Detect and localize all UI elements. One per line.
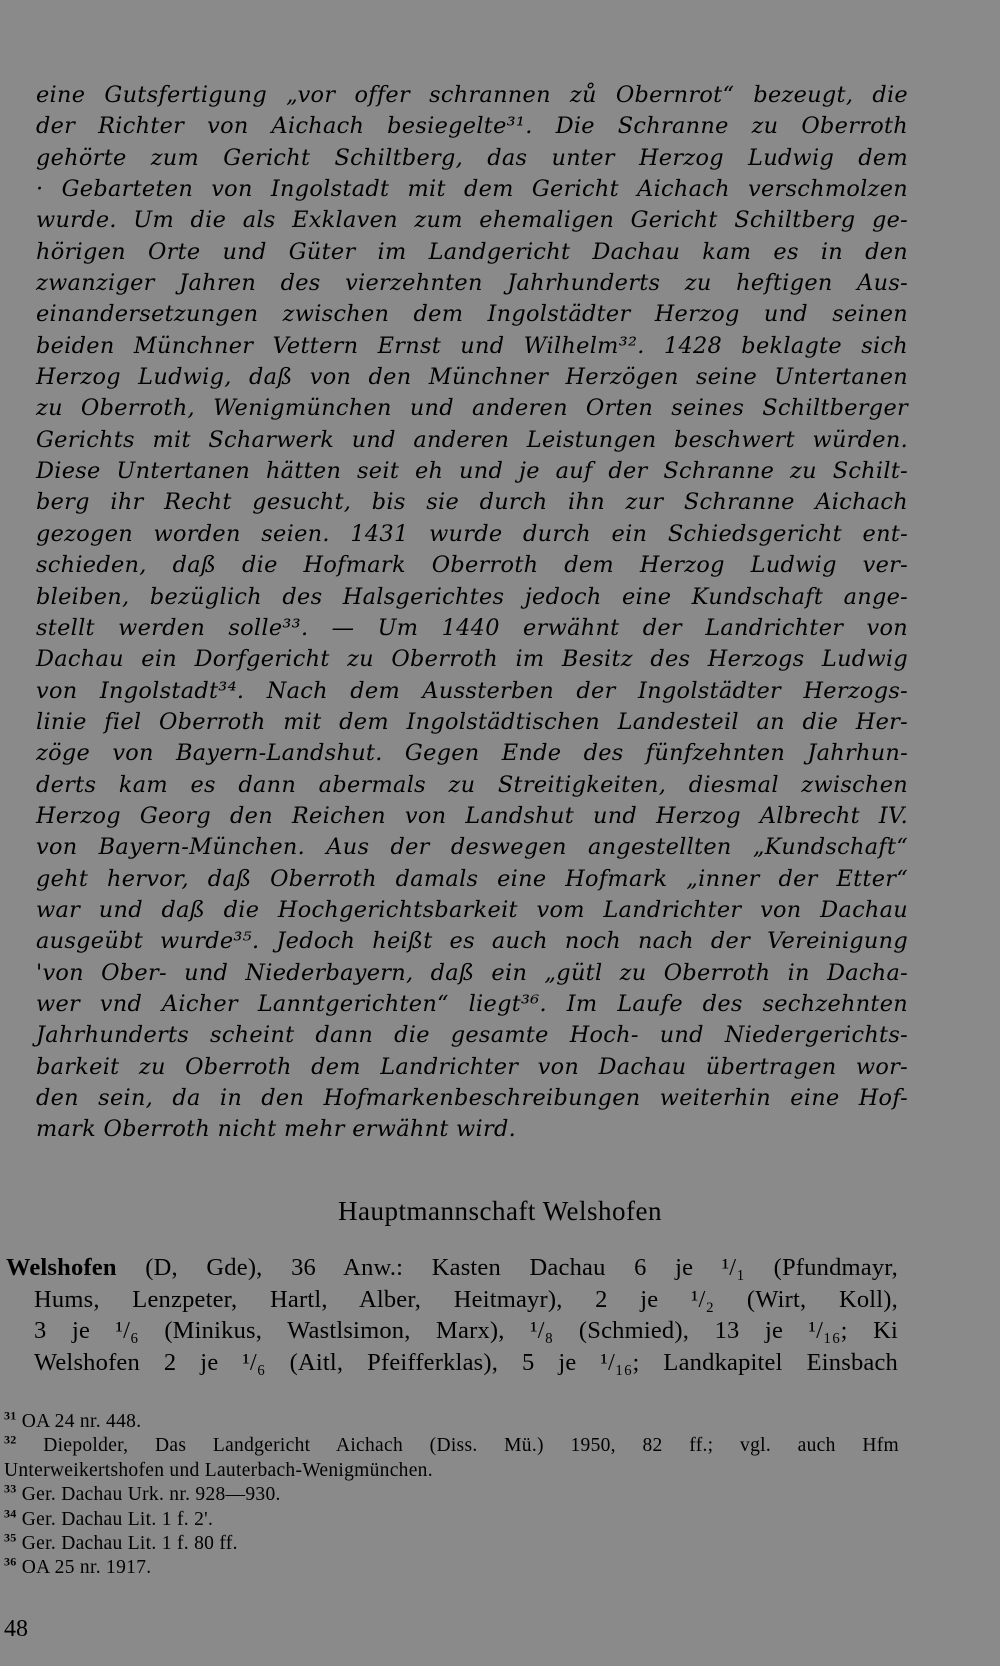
text-line: beiden Münchner Vettern Ernst und Wilhelm³². 1428 beklagte sich [36, 332, 908, 359]
text-line: einandersetzungen zwischen dem Ingolstädter Herzog und seinen [36, 301, 908, 328]
text-line: von Ingolstadt³⁴. Nach dem Aussterben der Ingolstädter Herzogs- [36, 677, 908, 704]
text-line: Dachau ein Dorfgericht zu Oberroth im Besitz des Herzogs Ludwig [36, 646, 908, 673]
footnotes [4, 1410, 899, 1581]
footnote [4, 1410, 899, 1434]
text-line: gehörte zum Gericht Schiltberg, das unter Herzog Ludwig dem [36, 144, 908, 171]
text-line: bleiben, bezüglich des Halsgerichtes jedoch eine Kundschaft ange- [36, 583, 908, 610]
text-line: Gerichts mit Scharwerk und anderen Leistungen beschwert würden. [36, 426, 908, 453]
main-text [36, 80, 908, 1146]
text-line: Herzog Georg den Reichen von Landshut und Herzog Albrecht IV. [36, 802, 908, 829]
text-line: zöge von Bayern-Landshut. Gegen Ende des fünfzehnten Jahrhun- [36, 740, 908, 767]
footnote [4, 1508, 899, 1532]
text-line: stellt werden solle³³. — Um 1440 erwähnt der Landrichter von [36, 614, 908, 641]
text-line: ausgeübt wurde³⁵. Jedoch heißt es auch noch nach der Vereinigung [36, 928, 908, 955]
text-line: den sein, da in den Hofmarkenbeschreibungen weiterhin eine Hof- [36, 1085, 908, 1111]
text-line: zu Oberroth, Wenigmünchen und anderen Orten seines Schiltberger [36, 395, 908, 422]
text-line: derts kam es dann abermals zu Streitigkeiten, diesmal zwischen [36, 771, 908, 798]
text-line: schieden, daß die Hofmark Oberroth dem Herzog Ludwig ver- [36, 552, 908, 579]
entry-headword: Welshofen [6, 1254, 117, 1281]
text-line: gezogen worden seien. 1431 wurde durch ein Schiedsgericht ent- [36, 520, 908, 547]
footnote [4, 1532, 899, 1556]
text-line: mark Oberroth nicht mehr erwähnt wird. [36, 1116, 517, 1143]
footnote-text: Ger. Dachau Urk. nr. 928—930. [21, 1484, 281, 1506]
entry-first-line-text: (D, Gde), 36 Anw.: Kasten Dachau 6 je ¹/₁ (Pfundmayr, [116, 1254, 898, 1281]
footnote [4, 1556, 899, 1580]
text-line: berg ihr Recht gesucht, bis sie durch ihn zur Schranne Aichach [36, 489, 908, 516]
footnote-text: OA 24 nr. 448. [21, 1411, 142, 1432]
entry-line: Hums, Lenzpeter, Hartl, Alber, Heitmayr), 2 je ¹/₂ (Wirt, Koll), [34, 1285, 898, 1313]
text-line: wer vnd Aicher Lanntgerichten“ liegt³⁶. Im Laufe des sechzehnten [36, 990, 908, 1017]
text-line: geht hervor, daß Oberroth damals eine Hofmark „inner der Etter“ [36, 865, 908, 892]
text-line: Jahrhunderts scheint dann die gesamte Hoch- und Niedergerichts- [36, 1022, 908, 1049]
footnote-text: OA 25 nr. 1917. [21, 1557, 152, 1579]
footnote-continuation: Unterweikertshofen und Lauterbach-Wenigmünchen. [4, 1459, 433, 1481]
footnote [4, 1483, 899, 1507]
text-line: hörigen Orte und Güter im Landgericht Dachau kam es in den [36, 238, 908, 265]
entry-first-line [6, 1252, 898, 1284]
text-line: der Richter von Aichach besiegelte³¹. Die Schranne zu Oberroth [36, 113, 908, 140]
footnote-text: Ger. Dachau Lit. 1 f. 2'. [21, 1508, 214, 1530]
section-heading: Hauptmannschaft Welshofen [338, 1196, 662, 1226]
text-line: barkeit zu Oberroth dem Landrichter von Dachau übertragen wor- [36, 1053, 908, 1080]
entry-line: Welshofen 2 je ¹/₆ (Aitl, Pfeifferklas), 5 je ¹/₁₆; Landkapitel Einsbach [34, 1348, 898, 1376]
footnote-number: 35 [4, 1530, 17, 1545]
footnote-text: Diepolder, Das Landgericht Aichach (Diss. Mü.) 1950, 82 ff.; vgl. auch Hfm [43, 1435, 899, 1457]
footnote-number: 32 [4, 1432, 17, 1447]
register-entry [6, 1252, 898, 1378]
footnote-text: Ger. Dachau Lit. 1 f. 80 ff. [21, 1533, 238, 1555]
footnote-number: 36 [4, 1554, 17, 1569]
footnote [4, 1434, 899, 1458]
text-line: Diese Untertanen hätten seit eh und je auf der Schranne zu Schilt- [36, 458, 908, 485]
footnote-number: 33 [4, 1481, 17, 1496]
text-line: wurde. Um die als Exklaven zum ehemaligen Gericht Schiltberg ge- [36, 207, 908, 234]
text-line: eine Gutsfertigung „vor offer schrannen zů Obernrot“ bezeugt, die [36, 82, 908, 108]
page-number: 48 [4, 1616, 28, 1642]
footnote-number: 31 [4, 1408, 17, 1423]
text-line: war und daß die Hochgerichtsbarkeit vom Landrichter von Dachau [36, 896, 908, 923]
entry-line: 3 je ¹/₆ (Minikus, Wastlsimon, Marx), ¹/₈ (Schmied), 13 je ¹/₁₆; Ki [34, 1317, 898, 1344]
text-line: · Gebarteten von Ingolstadt mit dem Gericht Aichach verschmolzen [36, 176, 908, 203]
text-line: 'von Ober- und Niederbayern, daß ein „gütl zu Oberroth in Dacha- [36, 959, 908, 986]
text-line: linie fiel Oberroth mit dem Ingolstädtischen Landesteil an die Her- [36, 708, 908, 735]
text-line: von Bayern-München. Aus der deswegen angestellten „Kundschaft“ [36, 834, 908, 861]
text-line: Herzog Ludwig, daß von den Münchner Herzögen seine Untertanen [36, 364, 908, 391]
footnote-number: 34 [4, 1506, 17, 1521]
text-line: zwanziger Jahren des vierzehnten Jahrhunderts zu heftigen Aus- [36, 270, 908, 297]
